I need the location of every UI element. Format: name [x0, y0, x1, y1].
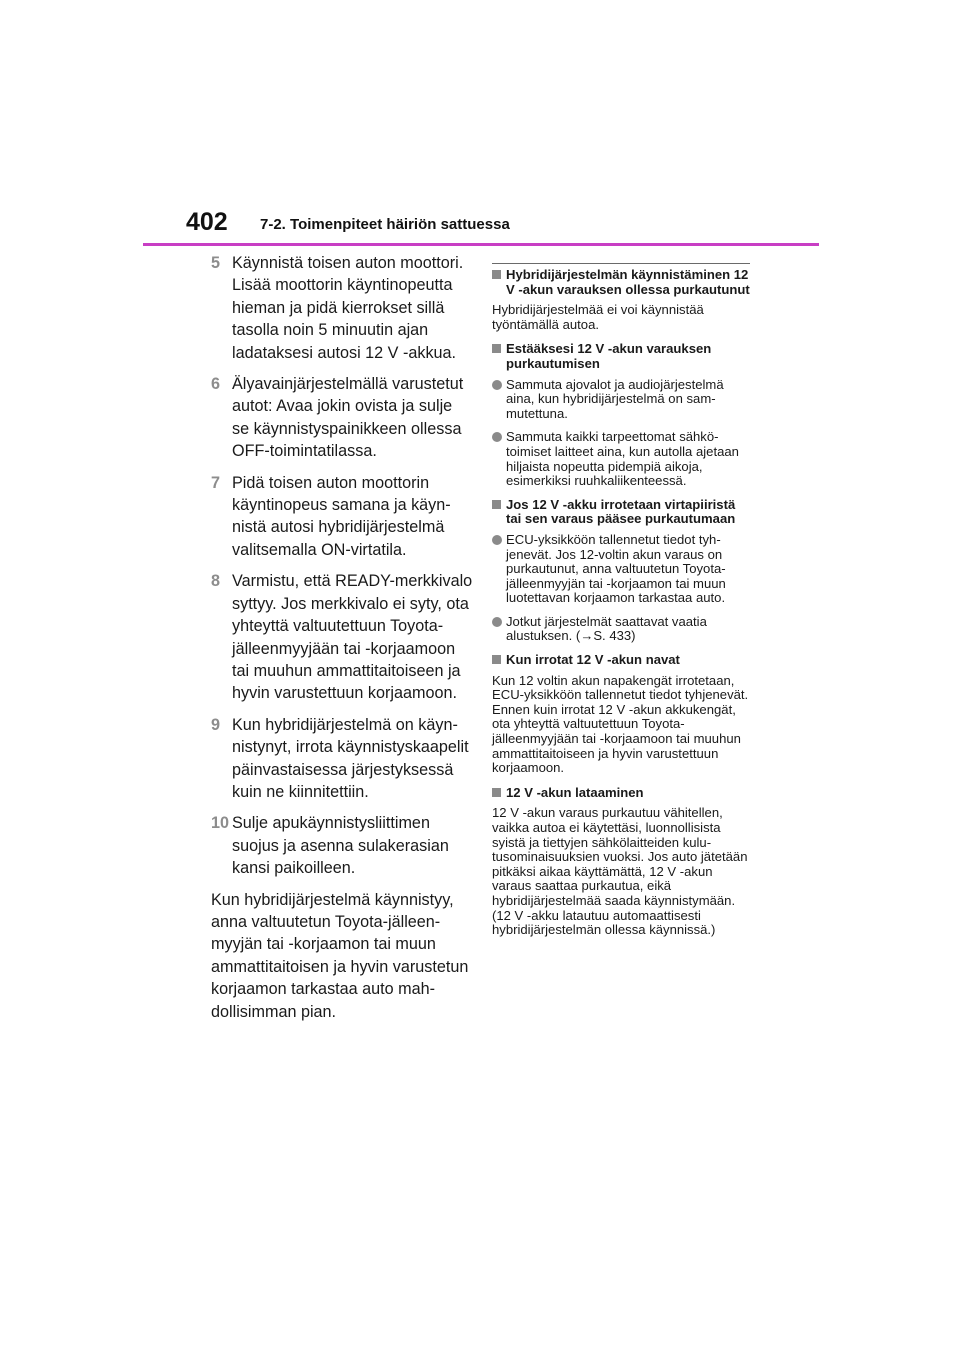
bullet-text: ECU-yksikköön tallennetut tiedot tyhjenevät. Jos 12-voltin akun varaus on purkautunut, anna valtuutetun Toyota-jälleenmyyjän tai -korjaamon tai muun luotettavan korjaamon tarkastaa auto. — [506, 531, 726, 606]
subsection-heading — [492, 498, 754, 527]
bullet-item — [492, 533, 754, 606]
bullet-text: Jotkut järjestelmät saattavat vaatia alustuksen. (→S. 433) — [506, 613, 707, 644]
square-bullet-icon — [492, 655, 501, 664]
body-text: Kun 12 voltin akun napakengät irrotetaan, ECU-yksikköön tallennetut tiedot tyhjenevät. Ennen kuin irrotat 12 V -akun akkukengät, ota yhteyttä valtuutettuun Toyota-jälleenmyyjään tai -korjaamoon tai muuhun ammattitaitoiseen ja hyvin varustettuun korjaamoon. — [492, 672, 749, 776]
bullet-item — [492, 378, 754, 422]
square-bullet-icon — [492, 270, 501, 279]
step-item — [211, 472, 473, 562]
left-column — [211, 252, 473, 1023]
page-number: 402 — [186, 208, 228, 236]
heading-text: Kun irrotat 12 V -akun navat — [506, 652, 680, 668]
right-column — [492, 268, 754, 948]
step-text: Käynnistä toisen auton moottori. Lisää moottorin käyntinopeutta hieman ja pidä kierrokset sillä tasolla noin 5 minuutin ajan ladataksesi autosi 12 V -akkua. — [232, 254, 464, 362]
subsection-heading — [492, 786, 754, 801]
step-item — [211, 252, 473, 364]
header-divider — [143, 243, 819, 246]
bullet-item — [492, 430, 754, 488]
step-number: 6 — [211, 375, 221, 394]
right-column-divider — [492, 263, 750, 264]
heading-text: Estääksesi 12 V -akun varauksen purkautumisen — [506, 341, 712, 371]
circle-bullet-icon — [492, 432, 502, 442]
square-bullet-icon — [492, 788, 501, 797]
square-bullet-icon — [492, 344, 501, 353]
square-bullet-icon — [492, 500, 501, 509]
step-item — [211, 570, 473, 704]
step-text: Älyavainjärjestelmällä varustetut autot: Avaa jokin ovista ja sulje se käynnistyspainikkeen ollessa OFF-toimintatilassa. — [232, 375, 464, 461]
heading-text: 12 V -akun lataaminen — [506, 784, 644, 800]
step-text: Sulje apukäynnistysliittimen suojus ja asenna sulakerasian kansi paikoilleen. — [232, 814, 449, 878]
circle-bullet-icon — [492, 535, 502, 545]
step-text: Pidä toisen auton moottorin käyntinopeus samana ja käynnistä autosi hybridijärjestelmä valitsemalla ON-virtatila. — [232, 473, 451, 559]
step-item — [211, 714, 473, 804]
body-text: Hybridijärjestelmää ei voi käynnistää työntämällä autoa. — [492, 302, 704, 332]
step-text: Kun hybridijärjestelmä on käynnistynyt, irrota käynnistyskaapelit päinvastaisessa järjestyksessä kuin ne kiinnitettiin. — [232, 715, 469, 801]
closing-paragraph: Kun hybridijärjestelmä käynnistyy, anna valtuutetun Toyota-jälleenmyyjän tai -korjaamon tai muun ammattitaitoisen ja hyvin varustetun korjaamon tarkastaa auto mahdollisimman pian. — [211, 890, 469, 1021]
subsection-heading — [492, 268, 754, 297]
step-number: 7 — [211, 473, 221, 492]
heading-text: Hybridijärjestelmän käynnistäminen 12 V -akun varauksen ollessa purkautunut — [506, 267, 750, 297]
step-number: 5 — [211, 254, 221, 272]
circle-bullet-icon — [492, 380, 502, 390]
step-item — [211, 812, 473, 879]
heading-text: Jos 12 V -akku irrotetaan virtapiiristä tai sen varaus pääsee purkautumaan — [506, 496, 736, 527]
body-text: 12 V -akun varaus purkautuu vähitellen, vaikka autoa ei käytettäsi, luonnollisista syistä ja tiettyjen sähkölaitteiden kulutusominaisuuksien vuoksi. Jos auto jätetään pitkäksi aikaa käyttämättä, 12 V -akun varaus saattaa purkautua, eikä hybridijärjestelmää saada käynnistymään. (12 V -akku latautuu automaattisesti hybridijärjestelmän ollessa käynnissä.) — [492, 805, 748, 938]
step-item — [211, 373, 473, 463]
step-text: Varmistu, että READY-merkkivalo syttyy. Jos merkkivalo ei syty, ota yhteyttä valtuutettuun Toyota-jälleenmyyjään tai -korjaamoon tai muuhun ammattitaitoiseen ja hyvin varustettuun korjaamoon. — [232, 572, 473, 703]
subsection-heading — [492, 653, 754, 668]
subsection-heading — [492, 342, 754, 371]
bullet-text: Sammuta ajovalot ja audiojärjestelmä aina, kun hybridijärjestelmä on sammutettuna. — [506, 376, 724, 421]
bullet-text: Sammuta kaikki tarpeettomat sähkötoimiset laitteet aina, kun autolla ajetaan hiljaista nopeutta pidempiä aikoja, esimerkiksi ruuhkaliikenteessä. — [506, 429, 739, 489]
step-number: 9 — [211, 715, 221, 734]
step-number: 8 — [211, 572, 221, 591]
section-title: 7-2. Toimenpiteet häiriön sattuessa — [260, 216, 510, 233]
bullet-item — [492, 615, 754, 644]
circle-bullet-icon — [492, 617, 502, 627]
step-number: 10 — [211, 814, 230, 833]
